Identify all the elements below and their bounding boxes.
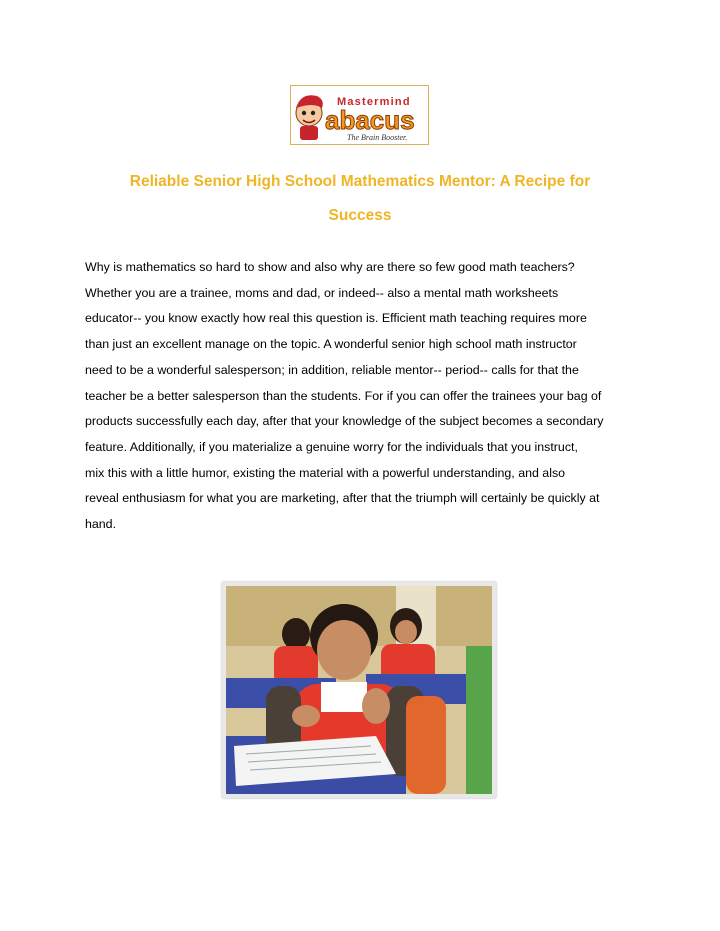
page-title-line-1: Reliable Senior High School Mathematics Mentor: A Recipe for: [129, 173, 591, 190]
body-line: Why is mathematics so hard to show and also why are there so few good math teachers?: [85, 260, 575, 274]
mascot-icon: [296, 95, 323, 140]
mastermind-abacus-logo: [290, 85, 429, 145]
body-line: teacher be a better salesperson than the students. For if you can offer the trainees your bag of: [85, 388, 602, 403]
body-line: hand.: [85, 517, 117, 532]
body-line: Whether you are a trainee, moms and dad, or indeed-- also a mental math worksheets: [85, 285, 559, 300]
logo-main-text: abacus: [325, 105, 415, 135]
students-classroom-photo: [222, 582, 496, 798]
logo-top-text: Mastermind: [337, 96, 411, 108]
logo-tagline: The Brain Booster.: [347, 133, 408, 142]
body-line: educator-- you know exactly how real this question is. Efficient math teaching requires more: [85, 311, 587, 326]
page-title-line-2: Success: [328, 207, 392, 224]
body-line: mix this with a little humor, existing the material with a powerful understanding, and also: [85, 465, 566, 480]
body-paragraph: [85, 255, 645, 538]
body-line: need to be a wonderful salesperson; in addition, reliable mentor-- period-- calls for that the: [85, 362, 579, 377]
body-line: products successfully each day, after that your knowledge of the subject becomes a secondary: [85, 414, 604, 429]
body-line: reveal enthusiasm for what you are marketing, after that the triumph will certainly be quickly at: [85, 491, 600, 506]
body-line: than just an excellent manage on the topic. A wonderful senior high school math instructor: [85, 337, 577, 352]
body-line: feature. Additionally, if you materialize a genuine worry for the individuals that you instruct,: [85, 439, 578, 454]
